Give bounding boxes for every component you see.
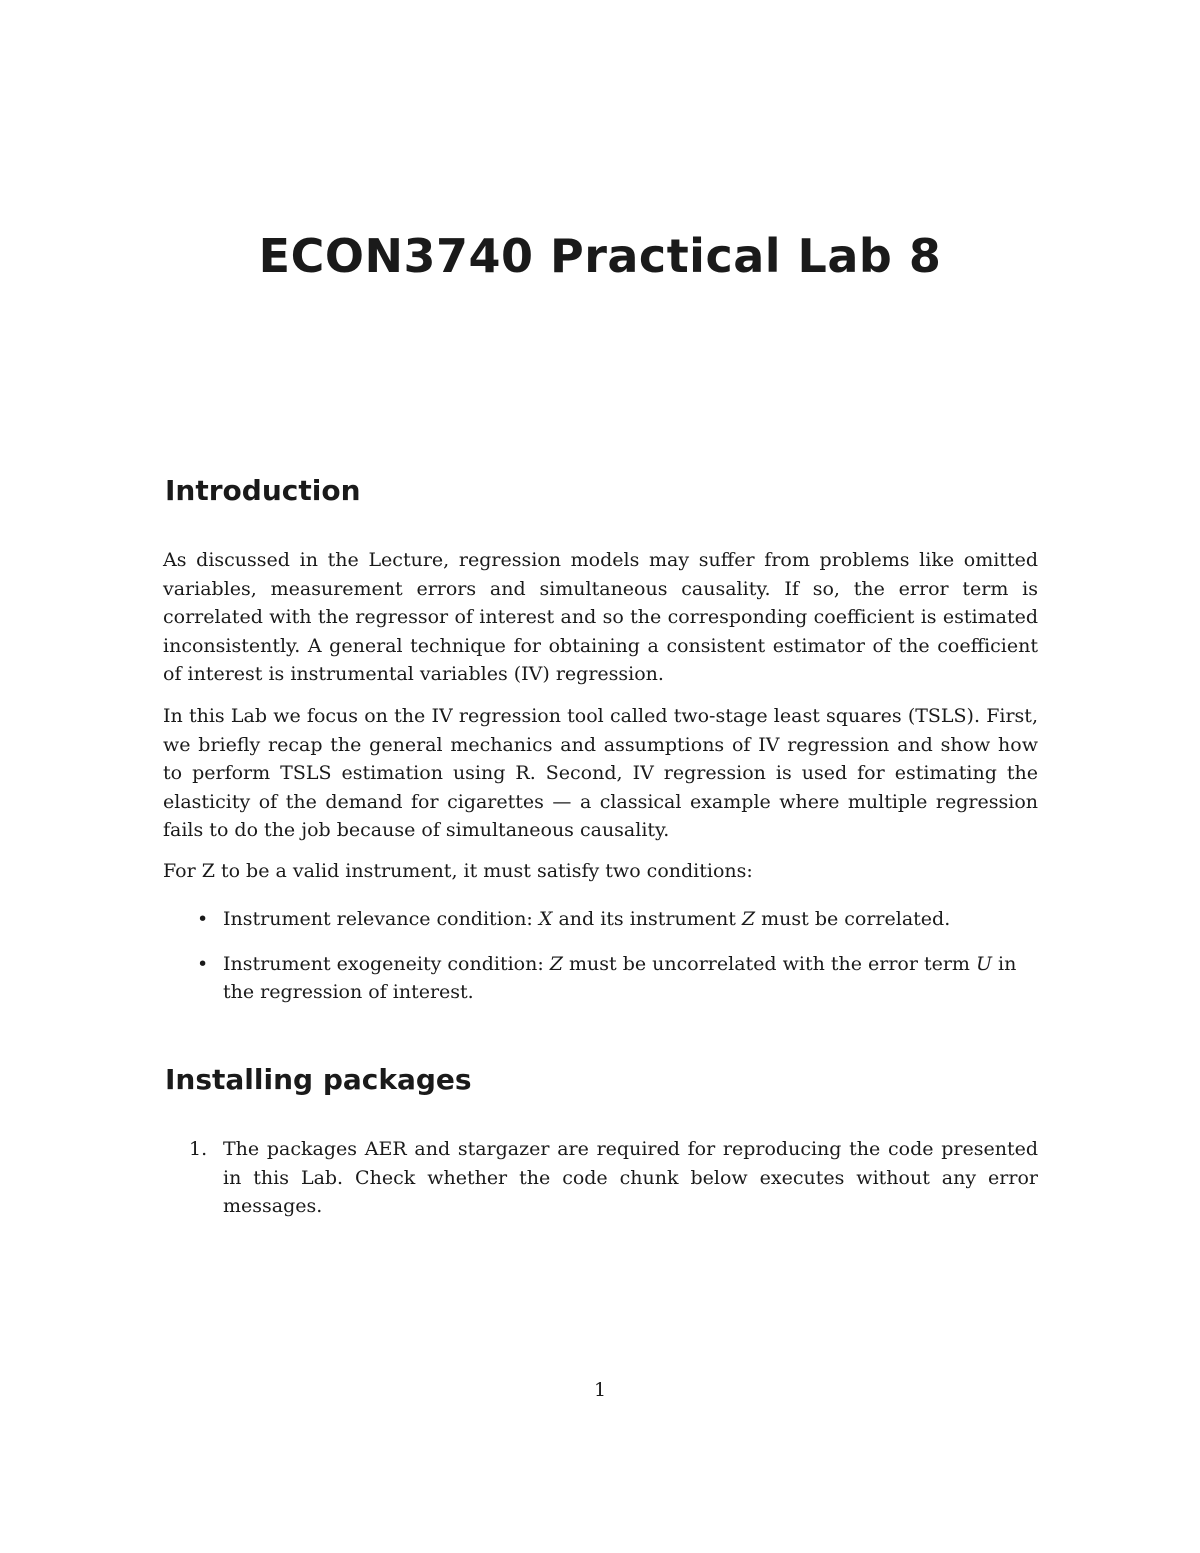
bullet-icon: •	[197, 908, 209, 930]
condition-text: and its instrument	[552, 908, 742, 930]
condition-exogeneity	[163, 950, 1038, 1007]
page-title: ECON3740 Practical Lab 8	[258, 229, 942, 283]
page-number: 1	[593, 1379, 607, 1401]
list-item-text: The packages AER and stargazer are required for reproducing the code presented in this Lab. Check whether the code chunk below executes without any error messages.	[223, 1138, 1038, 1218]
list-item	[163, 1135, 1038, 1221]
condition-text: Instrument exogeneity condition:	[223, 952, 550, 975]
intro-paragraph-2: In this Lab we focus on the IV regression tool called two-stage least squares (TSLS). First, we briefly recap the general mechanics and assumptions of IV regression and show how to perform TSLS estimation using R. Second, IV regression is used for estimating the elasticity of the demand for cigarettes — a classical example where multiple regression fails to do the job because of simultaneous causality.	[163, 705, 1038, 842]
conditions-list	[163, 905, 1038, 1023]
condition-text: must be correlated.	[755, 908, 951, 930]
math-variable-z: Z	[741, 908, 756, 930]
section-heading-installing-packages: Installing packages	[165, 1063, 472, 1096]
list-item-number: 1.	[189, 1138, 208, 1160]
section-heading-introduction: Introduction	[165, 474, 361, 507]
intro-paragraph-1: As discussed in the Lecture, regression models may suffer from problems like omitted variables, measurement errors and simultaneous causality. If so, the error term is correlated with the regressor of interest and so the corresponding coefficient is estimated inconsistently. A general technique for obtaining a consistent estimator of the coefficient of interest is instrumental variables (IV) regression.	[163, 549, 1038, 686]
installing-steps-list	[163, 1135, 1038, 1221]
bullet-icon: •	[197, 952, 209, 975]
condition-relevance	[163, 905, 1038, 934]
math-variable-z: Z	[549, 952, 563, 975]
intro-paragraph-3: For Z to be a valid instrument, it must satisfy two conditions:	[163, 860, 753, 882]
math-variable-u: U	[976, 952, 993, 975]
math-variable-x: X	[538, 908, 553, 930]
condition-text: Instrument relevance condition:	[223, 908, 539, 930]
condition-text: must be uncorrelated with the error term	[562, 952, 976, 975]
condition-text: in the regression of interest.	[223, 952, 1017, 1004]
